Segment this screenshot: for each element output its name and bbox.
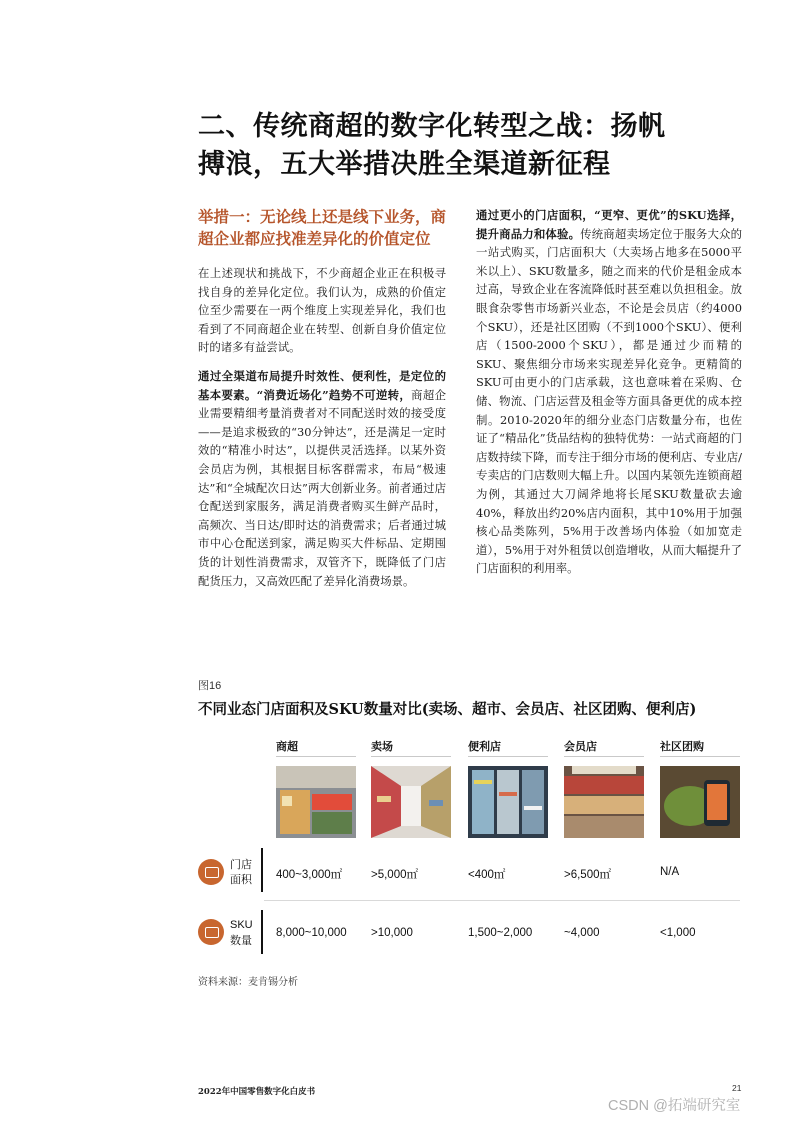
supermarket-photo [276, 766, 356, 838]
hypermarket-photo [371, 766, 451, 838]
right-column [476, 206, 742, 588]
table-cell: 1,500~2,000 [468, 927, 533, 939]
left-paragraph-2-bold: 通过全渠道布局提升时效性、便利性，是定位的基本要素。“消费近场化”趋势不可逆转， [198, 368, 446, 402]
row-label-sku-count [230, 918, 258, 948]
row-label-line: 面积 [230, 873, 252, 886]
column-header-hypermarket: 卖场 [371, 740, 393, 753]
left-paragraph-2-text: 商超企业需要精细考量消费者对不同配送时效的接受度——是追求极致的“30分钟达”，还是满足一定时效的“精准小时达”，以提供灵活选择。以某外资会员店为例，其根据目标客群需求，布局“极速达”和“全城配次日达”两大创新业务。前者通过店仓配送到家服务，满足消费者购买生鲜产品时，高频次、当日达/即时达的消费需求；后者通过城市中心仓配送到家，满足购买大件标品、定期囤货的计划性消费需求，双管齐下，既降低了门店配货压力，又高效匹配了差异化消费场景。 [198, 387, 446, 588]
column-header-convenience: 便利店 [468, 740, 501, 753]
section-subhead: 举措一：无论线上还是线下业务，商超企业都应找准差异化的价值定位 [198, 207, 447, 248]
column-rule [660, 756, 740, 757]
row-label-line: 数量 [230, 934, 252, 947]
convenience-store-photo [468, 766, 548, 838]
row-divider-bar [261, 848, 263, 892]
comparison-table [198, 732, 743, 962]
watermark: CSDN @拓端研究室 [608, 1098, 741, 1114]
table-cell: N/A [660, 866, 680, 878]
column-rule [564, 756, 644, 757]
source-note: 资料来源：麦肯锡分析 [198, 977, 298, 988]
left-paragraph-2 [198, 367, 446, 590]
left-paragraph-1: 在上述现状和挑战下，不少商超企业正在积极寻找自身的差异化定位。我们认为，成熟的价值定位至少需要在一两个维度上实现差异化，我们也看到了不同商超企业在转型、创新自身价值定位时的诸多有益尝试。 [198, 266, 446, 355]
table-cell: 400~3,000㎡ [276, 869, 343, 881]
table-cell: >10,000 [371, 927, 413, 939]
table-cell: >5,000㎡ [371, 869, 418, 881]
column-header-community-group: 社区团购 [660, 740, 704, 753]
row-label-line: SKU [230, 919, 253, 931]
table-cell: <400㎡ [468, 869, 506, 881]
figure-title: 不同业态门店面积及SKU数量对比(卖场、超市、会员店、社区团购、便利店) [198, 701, 697, 718]
sku-count-icon [198, 919, 224, 945]
left-column [198, 206, 446, 600]
column-rule [468, 756, 548, 757]
table-cell: ~4,000 [564, 927, 600, 939]
column-rule [276, 756, 356, 757]
store-area-icon [198, 859, 224, 885]
community-group-photo [660, 766, 740, 838]
right-paragraph [476, 206, 742, 578]
row-divider-bar [261, 910, 263, 954]
row-label-line: 门店 [230, 858, 252, 871]
figure-label: 图16 [198, 680, 222, 692]
warehouse-club-photo [564, 766, 644, 838]
table-cell: >6,500㎡ [564, 869, 611, 881]
column-rule [371, 756, 451, 757]
right-paragraph-bold: 通过更小的门店面积，“更窄、更优”的SKU选择，提升商品力和体验。 [476, 208, 742, 241]
row-label-store-area [230, 857, 258, 887]
table-cell: 8,000~10,000 [276, 927, 347, 939]
column-header-supermarket: 商超 [276, 740, 298, 753]
page-number: 21 [732, 1083, 742, 1093]
footer-doc-title: 2022年中国零售数字化白皮书 [198, 1087, 316, 1097]
row-rule [264, 900, 740, 901]
page-title: 二、传统商超的数字化转型之战：扬帆搏浪，五大举措决胜全渠道新征程 [198, 111, 666, 180]
table-cell: <1,000 [660, 927, 696, 939]
right-paragraph-text: 传统商超卖场定位于服务大众的一站式购买，门店面积大（大卖场占地多在5000平米以上）、SKU数量多，随之而来的代价是租金成本过高，导致企业在客流降低时甚至难以负担租金。放眼食杂零售市场新兴业态，不论是会员店（约4000个SKU），还是社区团购（不到1000个SKU）、便利店（1500-2000个SKU），都是通过少而精的SKU、聚焦细分市场来实现差异化竞争。更精简的SKU可由更小的门店承载，这也意味着在采购、仓储、物流、门店运营及租金等方面具备更优的成本控制。2010-2020年的细分业态门店数量分布，也佐证了“精品化”货品结构的独特优势：一站式商超的门店数持续下降，而专注于细分市场的便利店、专业店/专卖店的门店数则大幅上升。以国内某领先连锁商超为例，其通过大刀阔斧地将长尾SKU数量砍去逾40%，释放出约20%店内面积，其中10%用于加强核心品类陈列，5%用于改善场内体验（如加宽走道），5%用于对外租赁以创造增收，从而大幅提升了门店面积的利用率。 [476, 226, 742, 576]
column-header-warehouse-club: 会员店 [564, 740, 597, 753]
